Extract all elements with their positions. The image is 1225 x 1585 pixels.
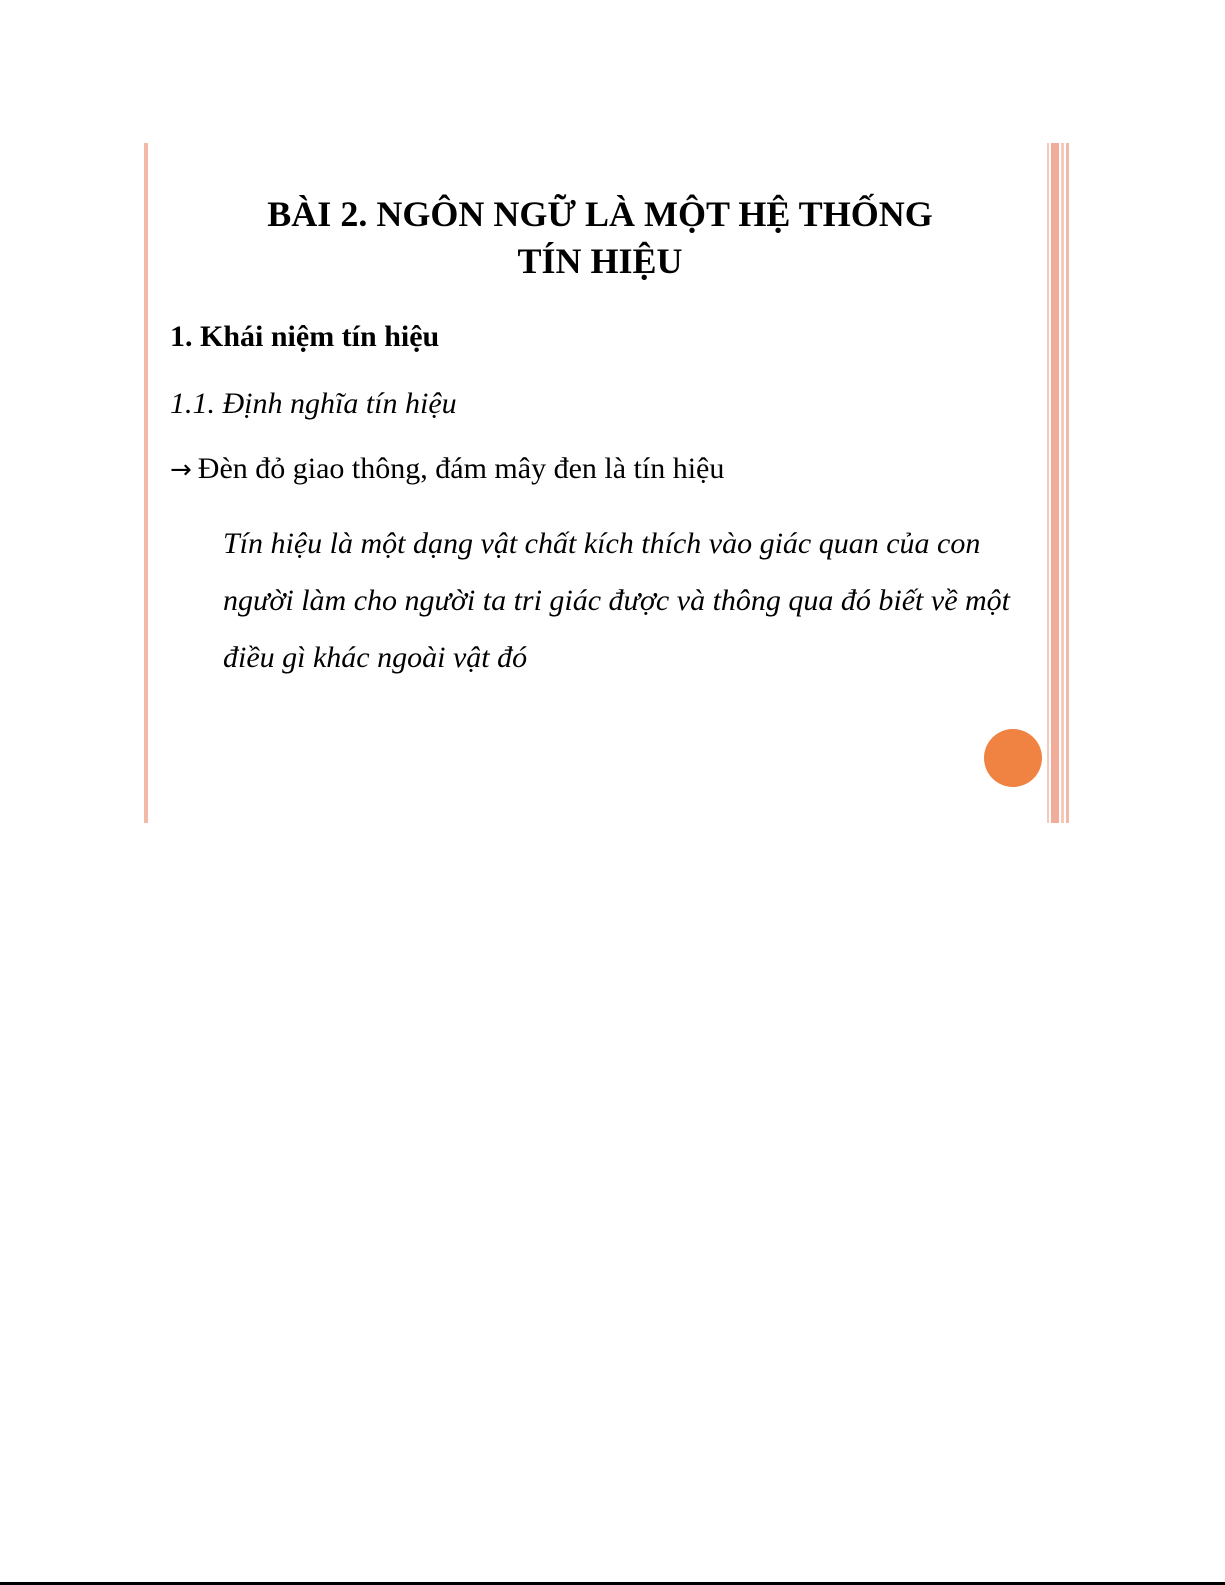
subsection-heading: 1.1. Định nghĩa tín hiệu — [170, 387, 457, 420]
right-border-stripe — [1051, 143, 1059, 823]
orange-circle-icon — [984, 729, 1042, 787]
slide-title — [220, 191, 980, 285]
slide — [140, 143, 1075, 823]
left-border-stripe — [144, 143, 148, 823]
slide-title-line2: TÍN HIỆU — [517, 241, 683, 281]
right-border-stripe — [1066, 143, 1069, 823]
arrow-right-icon: → — [170, 455, 192, 485]
right-border-stripe — [1061, 143, 1064, 823]
right-border-stripe — [1047, 143, 1049, 823]
example-text: Đèn đỏ giao thông, đám mây đen là tín hiệu — [197, 452, 725, 485]
section-heading: 1. Khái niệm tín hiệu — [170, 320, 440, 353]
example-line — [170, 449, 724, 490]
definition-text: Tín hiệu là một dạng vật chất kích thích vào giác quan của con người làm cho người ta tri giác được và thông qua đó biết về một điều gì khác ngoài vật đó — [223, 527, 1011, 674]
slide-title-line1: BÀI 2. NGÔN NGỮ LÀ MỘT HỆ THỐNG — [267, 194, 933, 234]
